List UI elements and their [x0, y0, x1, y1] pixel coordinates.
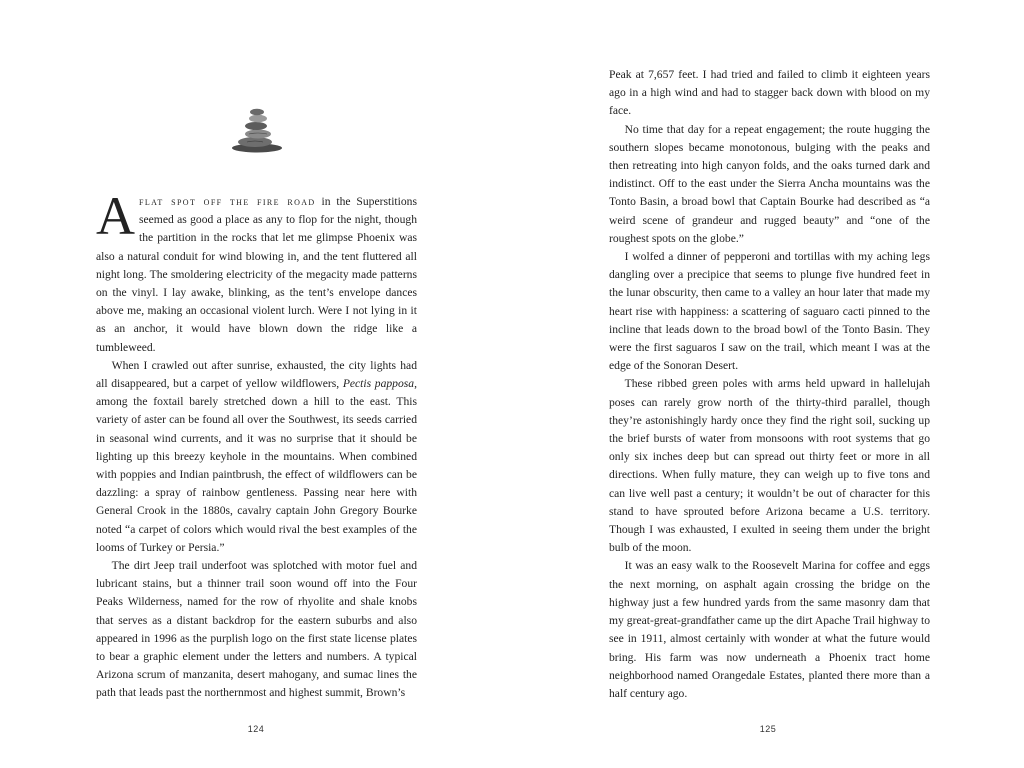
page-number: 125: [759, 724, 777, 734]
paragraph: These ribbed green poles with arms held upward in hallelujah poses can rarely grow north of the thirty-third parallel, though they’re astonishingly hardy once they find the right soil, sucking up the brief bursts of water from monsoons with root systems that go only six inches deep but can spread out thirty feet or more in all directions. When fully mature, they can weigh up to five tons and can live well past a century; it wouldn’t be out of character for this stand to have sprouted before Arizona became a U.S. territory. Though I was exhausted, I exulted in seeing them under the bright bulb of the moon.: [609, 377, 930, 555]
paragraph: It was an easy walk to the Roosevelt Marina for coffee and eggs the next morning, on asphalt again crossing the bridge on the highway just a few hundred yards from the same masonry dam that my great-great-grandfather came up the dirt Apache Trail highway to see in 1911, almost certainly with wonder at what the future would bring. His farm was now underneath a Phoenix tract home neighborhood named Orangedale Estates, planted there more than a half century ago.: [609, 559, 930, 700]
paragraph-text: , among the foxtail barely stretched down a hill to the east. This variety of aster can be found all over the Southwest, its seeds carried in seasonal wind currents, and it was no surprise that it should be lighting up this breezy keyhole in the mountains. When combined with poppies and Indian paintbrush, the effect of wildflowers can be dazzling: a spray of rainbow gentleness. Passing near here with General Crook in the 1880s, cavalry captain John Gregory Bourke noted “a carpet of colors which would rival the best examples of the looms of Turkey or Persia.”: [96, 377, 417, 554]
paragraph: I wolfed a dinner of pepperoni and tortillas with my aching legs dangling over a precipice that seems to plunge five hundred feet in the lunar obscurity, then came to a valley an hour later that made my heart rise with happiness: a scattering of saguaro cacti pinned to the incline that leads down to the broad bowl of the Tonto Basin. They were the first saguaros I saw on the trail, which meant I was at the edge of the Sonoran Desert.: [609, 250, 930, 373]
paragraph-text: When I crawled out after sunrise, exhausted, the city lights had all disappeared, but a carpet of yellow wildflowers,: [96, 358, 417, 391]
drop-cap: A: [96, 186, 135, 246]
left-text-block: [96, 186, 417, 703]
page-number: 124: [247, 724, 265, 734]
cairn-icon: [229, 106, 285, 154]
paragraph: The dirt Jeep trail underfoot was splotched with motor fuel and lubricant stains, but a thinner trail soon wound off into the Four Peaks Wilderness, named for the row of rhyolite and shale knobs that serves as a distant backdrop for the eastern suburbs and also appeared in 1996 as the purplish logo on the first state license plates to bear a graphic element under the letters and numbers. A typical Arizona scrum of manzanita, desert mahogany, and sumac lines the path that leads past the northernmost and highest summit, Brown’s: [96, 559, 417, 700]
opening-paragraph: [96, 186, 417, 357]
paragraph: No time that day for a repeat engagement; the route hugging the southern slopes became monotonous, bulging with the peaks and then retreating into high canyon folds, and the oaks turned dark and indistinct. Off to the east under the Sierra Ancha mountains was the Tonto Basin, a broad bowl that Captain Bourke had described as “a weird scene of grandeur and rugged beauty” and “one of the roughest spots on the globe.”: [609, 122, 930, 245]
opening-text: in the Superstitions seemed as good a place as any to flop for the night, though the partition in the rocks that let me glimpse Phoenix was also a natural conduit for wind blowing in, and the tent fluttered all night long. The smoldering electricity of the megacity made patterns on the vinyl. I lay awake, blinking, as the tent’s envelope dances above me, making an occasional violent lurch. Were I not lying in it as an anchor, it would have blown down the ridge like a tumbleweed.: [96, 195, 417, 354]
opening-smallcaps: flat spot off the fire road: [139, 194, 316, 208]
paragraph: [96, 357, 417, 557]
right-text-block: [609, 66, 930, 703]
right-page: [512, 0, 1024, 768]
species-name: Pectis papposa: [342, 377, 415, 391]
paragraph: Peak at 7,657 feet. I had tried and failed to climb it eighteen years ago in a high wind and had to stagger back down with blood on my face.: [609, 68, 930, 118]
